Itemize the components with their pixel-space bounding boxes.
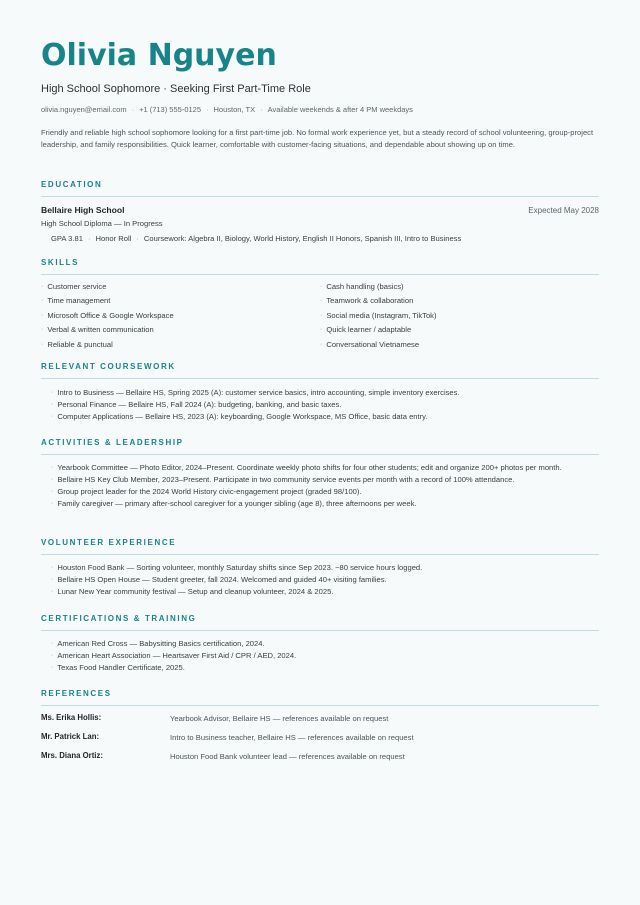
- bullet-dot: ·: [51, 640, 54, 647]
- skill-item: · Conversational Vietnamese: [320, 340, 420, 349]
- education-coursework: Coursework: Algebra II, Biology, World History, English II Honors, Spanish III, Intro to Business: [143, 234, 462, 243]
- separator: ·: [260, 105, 263, 114]
- bullet-dot: ·: [41, 283, 44, 290]
- candidate-name: Olivia Nguyen: [41, 38, 277, 73]
- list-item: · American Red Cross — Babysitting Basics certification, 2024.: [51, 639, 265, 648]
- location: Houston, TX: [213, 105, 256, 114]
- bullet-dot: ·: [320, 283, 323, 290]
- separator: ·: [206, 105, 209, 114]
- honor: Honor Roll: [95, 234, 132, 243]
- bullet-dot: ·: [51, 664, 54, 671]
- education-details: [51, 234, 461, 243]
- reference-name: Mr. Patrick Lan:: [41, 732, 100, 741]
- bullet-dot: ·: [51, 588, 54, 595]
- skill-item: · Customer service: [41, 282, 107, 291]
- bullet-dot: ·: [51, 564, 54, 571]
- bullet-dot: ·: [41, 326, 44, 333]
- list-item: · Houston Food Bank — Sorting volunteer, monthly Saturday shifts since Sep 2023. ~80 service hours logged.: [51, 563, 423, 572]
- list-item: · Lunar New Year community festival — Setup and cleanup volunteer, 2024 & 2025.: [51, 587, 334, 596]
- list-item: · Computer Applications — Bellaire HS, 2023 (A): keyboarding, Google Workspace, MS Office, basic data entry.: [51, 412, 428, 421]
- skill-item: · Teamwork & collaboration: [320, 296, 414, 305]
- reference-description: Yearbook Advisor, Bellaire HS — references available on request: [170, 714, 389, 723]
- separator: ·: [131, 105, 135, 114]
- bullet-dot: ·: [51, 464, 54, 471]
- list-item: · Intro to Business — Bellaire HS, Spring 2025 (A): customer service basics, intro accounting, simple inventory exercises.: [51, 388, 460, 397]
- list-item: · Bellaire HS Open House — Student greeter, fall 2024. Welcomed and guided 40+ visiting families.: [51, 575, 387, 584]
- availability: Available weekends & after 4 PM weekdays: [267, 105, 413, 114]
- section-title-activities: ACTIVITIES & LEADERSHIP: [41, 438, 599, 455]
- reference-name: Ms. Erika Hollis:: [41, 713, 102, 722]
- reference-name: Mrs. Diana Ortiz:: [41, 751, 103, 760]
- list-item: · Group project leader for the 2024 World History civic-engagement project (graded 98/100).: [51, 487, 362, 496]
- bullet-dot: ·: [51, 500, 54, 507]
- headline: High School Sophomore · Seeking First Part-Time Role: [41, 83, 311, 95]
- bullet-dot: ·: [41, 312, 44, 319]
- skill-item: · Time management: [41, 296, 111, 305]
- reference-description: Intro to Business teacher, Bellaire HS — references available on request: [170, 733, 414, 742]
- graduation-date: Expected May 2028: [528, 206, 599, 215]
- list-item: · American Heart Association — Heartsaver First Aid / CPR / AED, 2024.: [51, 651, 297, 660]
- bullet-dot: ·: [41, 297, 44, 304]
- skill-item: · Social media (Instagram, TikTok): [320, 311, 437, 320]
- list-item: · Texas Food Handler Certificate, 2025.: [51, 663, 185, 672]
- skill-item: · Verbal & written communication: [41, 325, 154, 334]
- email-link[interactable]: olivia.nguyen@email.com: [41, 105, 127, 114]
- bullet-dot: ·: [51, 476, 54, 483]
- bullet-dot: ·: [51, 576, 54, 583]
- list-item: · Family caregiver — primary after-school caregiver for a younger sibling (age 8), three afternoons per week.: [51, 499, 417, 508]
- skill-item: · Cash handling (basics): [320, 282, 404, 291]
- bullet-dot: ·: [51, 401, 54, 408]
- section-title-certifications: CERTIFICATIONS & TRAINING: [41, 614, 599, 631]
- skill-item: · Quick learner / adaptable: [320, 325, 412, 334]
- bullet-dot: ·: [51, 488, 54, 495]
- section-title-skills: SKILLS: [41, 258, 599, 275]
- reference-description: Houston Food Bank volunteer lead — references available on request: [170, 752, 405, 761]
- summary: Friendly and reliable high school sophomore looking for a first part-time job. No formal work experience yet, but a steady record of school volunteering, group-project leadership, and family responsibilities. Quick learner, comfortable with customer-facing situations, and dependable about showing up on time.: [41, 128, 594, 149]
- bullet-dot: ·: [51, 413, 54, 420]
- degree: High School Diploma — In Progress: [41, 219, 163, 228]
- separator: ·: [87, 234, 91, 243]
- skill-item: · Microsoft Office & Google Workspace: [41, 311, 174, 320]
- bullet-dot: ·: [51, 389, 54, 396]
- phone-number[interactable]: +1 (713) 555-0125: [139, 105, 202, 114]
- bullet-dot: ·: [320, 341, 323, 348]
- contact-line: [41, 105, 413, 114]
- skill-item: · Reliable & punctual: [41, 340, 113, 349]
- list-item: · Personal Finance — Bellaire HS, Fall 2024 (A): budgeting, banking, and basic taxes.: [51, 400, 342, 409]
- bullet-dot: ·: [320, 312, 323, 319]
- list-item: · Bellaire HS Key Club Member, 2023–Present. Participate in two community service events per month with a record of 100% attendance.: [51, 475, 515, 484]
- bullet-dot: ·: [320, 326, 323, 333]
- separator: ·: [136, 234, 139, 243]
- bullet-dot: ·: [320, 297, 323, 304]
- bullet-dot: ·: [41, 341, 44, 348]
- section-title-references: REFERENCES: [41, 689, 599, 706]
- section-title-coursework: RELEVANT COURSEWORK: [41, 362, 599, 379]
- school-name: Bellaire High School: [41, 205, 125, 215]
- section-title-education: EDUCATION: [41, 180, 599, 197]
- section-title-volunteer: VOLUNTEER EXPERIENCE: [41, 538, 599, 555]
- gpa: GPA 3.81: [51, 234, 83, 243]
- bullet-dot: ·: [51, 652, 54, 659]
- list-item: · Yearbook Committee — Photo Editor, 2024–Present. Coordinate weekly photo shifts for four other students; edit and organize 200+ photos per month.: [51, 463, 562, 472]
